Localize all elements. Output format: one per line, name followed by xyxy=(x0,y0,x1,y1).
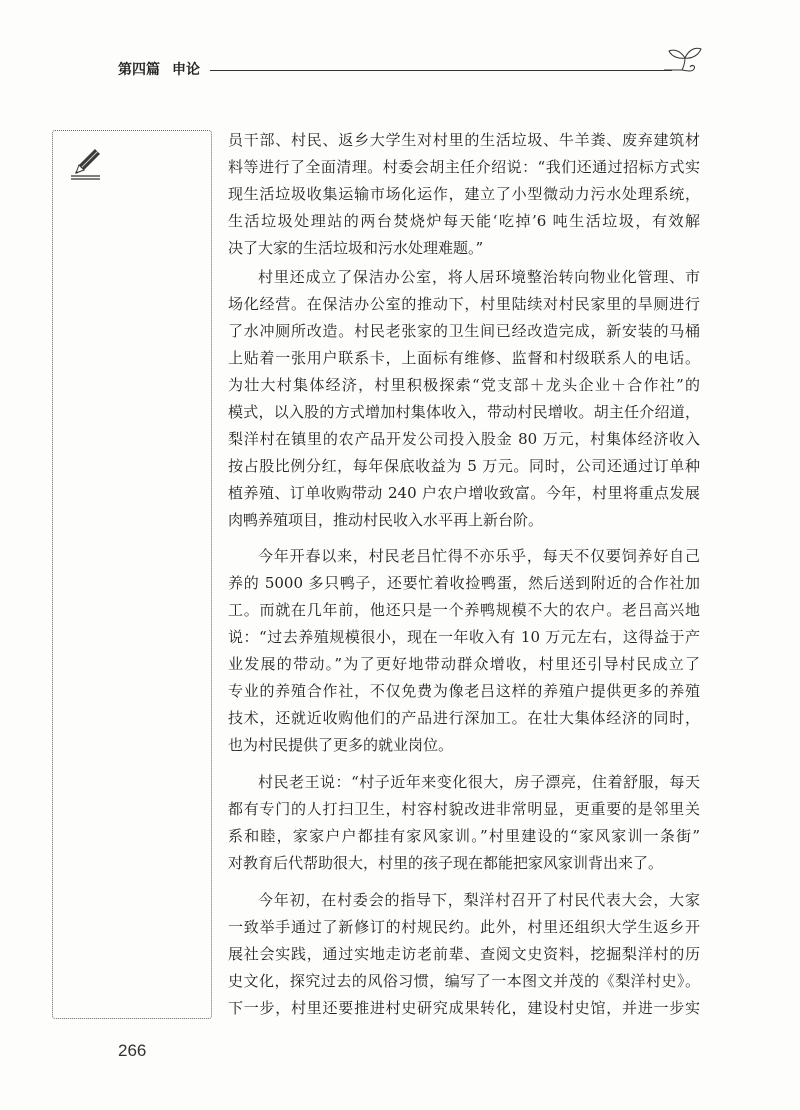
paragraph xyxy=(228,127,700,262)
text-line: 植养殖、订单收购带动 240 户农户增收致富。今年，村里将重点发展 xyxy=(228,484,700,502)
sprout-icon xyxy=(664,42,704,76)
text-line: 工。而就在几年前，他还只是一个养鸭规模不大的农户。老吕高兴地 xyxy=(228,601,700,619)
text-line: 一致举手通过了新修订的村规民约。此外，村里还组织大学生返乡开 xyxy=(228,918,700,936)
text-line: 为壮大村集体经济，村里积极探索“党支部＋龙头企业＋合作社”的 xyxy=(228,376,700,394)
text-line: 史文化，探究过去的风俗习惯，编写了一本图文并茂的《梨洋村史》。 xyxy=(228,972,700,990)
text-line: 说：“过去养殖规模很小，现在一年收入有 10 万元左右，这得益于产 xyxy=(228,628,700,646)
text-line: 养的 5000 多只鸭子，还要忙着收捡鸭蛋，然后送到附近的合作社加 xyxy=(228,574,700,592)
section-label: 第四篇 xyxy=(118,62,160,78)
paragraph xyxy=(228,769,700,877)
text-line: 展社会实践，通过实地走访老前辈、查阅文史资料，挖掘梨洋村的历 xyxy=(228,945,700,963)
paragraph xyxy=(228,264,700,534)
text-line: 肉鸭养殖项目，推动村民收入水平再上新台阶。 xyxy=(228,511,544,529)
text-line: 模式，以入股的方式增加村集体收入，带动村民增收。胡主任介绍道， xyxy=(228,403,700,421)
text-line: 对教育后代帮助很大，村里的孩子现在都能把家风家训背出来了。 xyxy=(228,854,664,872)
text-line: 专业的养殖合作社，不仅免费为像老吕这样的养殖户提供更多的养殖 xyxy=(228,682,700,700)
text-line: 村民老王说：“村子近年来变化很大，房子漂亮，住着舒服，每天 xyxy=(258,773,700,791)
text-line: 都有专门的人打扫卫生，村容村貌改进非常明显，更重要的是邻里关 xyxy=(228,800,700,818)
text-line: 员干部、村民、返乡大学生对村里的生活垃圾、牛羊粪、废弃建筑材 xyxy=(228,131,700,149)
section-title: 申论 xyxy=(172,62,200,78)
text-line: 按占股比例分红，每年保底收益为 5 万元。同时，公司还通过订单种 xyxy=(228,457,700,475)
page-number: 266 xyxy=(118,1041,147,1060)
text-line: 业发展的带动。”为了更好地带动群众增收，村里还引导村民成立了 xyxy=(228,655,700,673)
text-line: 技术，还就近收购他们的产品进行深加工。在壮大集体经济的同时， xyxy=(228,709,700,727)
text-line: 场化经营。在保洁办公室的推动下，村里陆续对村民家里的旱厕进行 xyxy=(228,295,700,313)
header-rule xyxy=(210,70,672,71)
text-line: 今年开春以来，村民老吕忙得不亦乐乎，每天不仅要饲养好自己 xyxy=(258,547,700,565)
text-line: 现生活垃圾收集运输市场化运作，建立了小型微动力污水处理系统， xyxy=(228,185,700,203)
text-line: 也为村民提供了更多的就业岗位。 xyxy=(228,736,454,754)
text-line: 村里还成立了保洁办公室，将人居环境整治转向物业化管理、市 xyxy=(258,268,700,286)
text-line: 生活垃圾处理站的两台焚烧炉每天能‘吃掉’6 吨生活垃圾，有效解 xyxy=(228,212,700,230)
margin-note-box xyxy=(52,130,212,1019)
text-line: 梨洋村在镇里的农产品开发公司投入股金 80 万元，村集体经济收入 xyxy=(228,430,700,448)
text-line: 了水冲厕所改造。村民老张家的卫生间已经改造完成，新安装的马桶 xyxy=(228,322,700,340)
pencil-icon xyxy=(68,146,104,180)
paragraph xyxy=(228,543,700,759)
text-line: 下一步，村里还要推进村史研究成果转化，建设村史馆，并进一步实 xyxy=(228,999,700,1017)
body-text xyxy=(228,127,700,1022)
text-line: 今年初，在村委会的指导下，梨洋村召开了村民代表大会，大家 xyxy=(258,891,700,909)
text-line: 系和睦，家家户户都挂有家风家训。”村里建设的“家风家训一条街” xyxy=(228,827,700,845)
paragraph xyxy=(228,887,700,1022)
text-line: 料等进行了全面清理。村委会胡主任介绍说：“我们还通过招标方式实 xyxy=(228,158,700,176)
text-line: 上贴着一张用户联系卡，上面标有维修、监督和村级联系人的电话。 xyxy=(228,349,700,367)
text-line: 决了大家的生活垃圾和污水处理难题。” xyxy=(228,239,484,257)
